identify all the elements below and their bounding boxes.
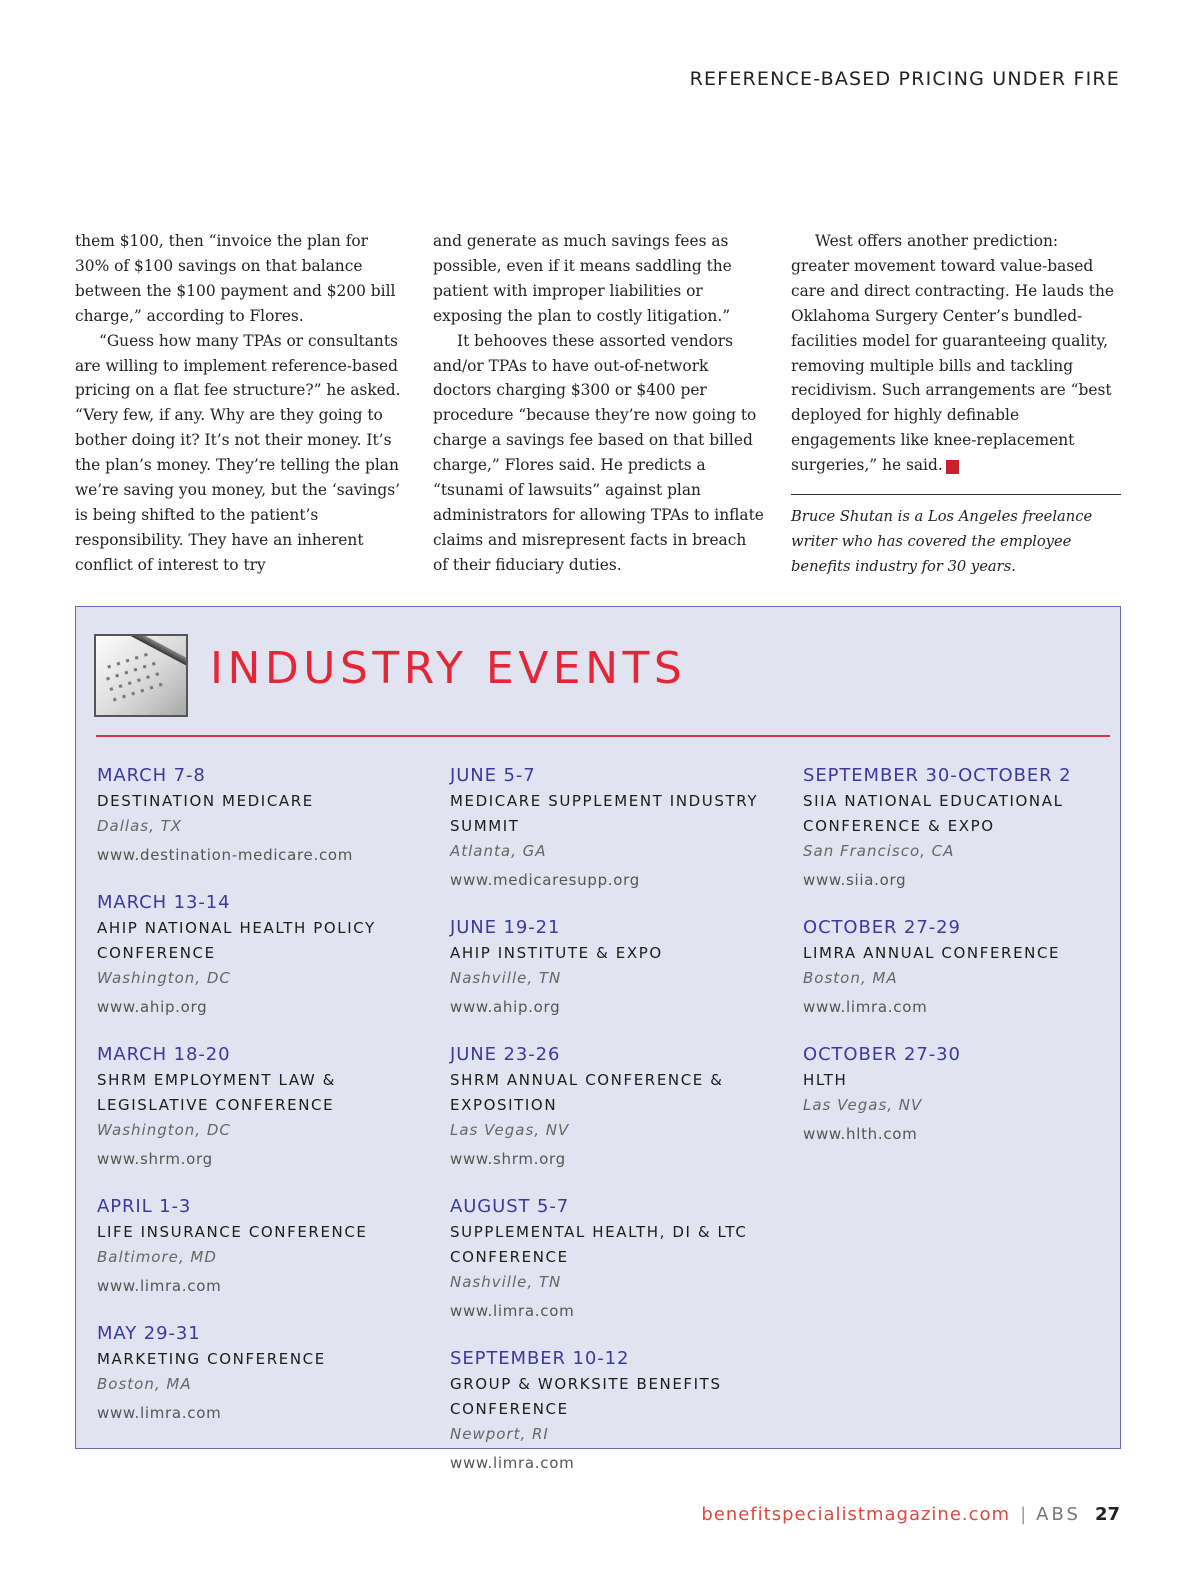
event-name: AHIP NATIONAL HEALTH POLICY CONFERENCE xyxy=(97,919,376,962)
event-date: JUNE 19-21 xyxy=(450,917,561,938)
event-name: AHIP INSTITUTE & EXPO xyxy=(450,944,663,962)
events-column-3 xyxy=(803,763,1113,1169)
event-name: SHRM EMPLOYMENT LAW & LEGISLATIVE CONFERENCE xyxy=(97,1071,336,1114)
event-item xyxy=(97,1042,427,1172)
event-link[interactable]: www.destination-medicare.com xyxy=(97,846,354,864)
event-location: Washington, DC xyxy=(97,969,231,987)
event-location: Newport, RI xyxy=(450,1425,549,1443)
event-link[interactable]: www.shrm.org xyxy=(97,1150,213,1168)
event-name: SIIA NATIONAL EDUCATIONAL CONFERENCE & EXPO xyxy=(803,792,1064,835)
event-location: Nashville, TN xyxy=(450,969,562,987)
footer-publication: ABS xyxy=(1036,1504,1081,1525)
article-paragraph: It behooves these assorted vendors and/or TPAs to have out-of-network doctors charging $300 or $400 per procedure “because they’re now going to charge a savings fee based on that billed charge,” Flores said. He predicts a “tsunami of lawsuits” against plan administrators for allowing TPAs to inflate claims and misrepresent facts in breach of their fiduciary duties. xyxy=(433,331,764,574)
events-divider xyxy=(96,735,1110,737)
section-title: REFERENCE-BASED PRICING UNDER FIRE xyxy=(689,68,1120,90)
event-name: HLTH xyxy=(803,1071,848,1089)
event-date: MARCH 18-20 xyxy=(97,1044,231,1065)
event-date: JUNE 5-7 xyxy=(450,765,536,786)
event-name: MEDICARE SUPPLEMENT INDUSTRY SUMMIT xyxy=(450,792,759,835)
event-date: APRIL 1-3 xyxy=(97,1196,192,1217)
event-date: SEPTEMBER 30-OCTOBER 2 xyxy=(803,765,1072,786)
industry-events-panel xyxy=(75,606,1121,1472)
event-date: MARCH 7-8 xyxy=(97,765,206,786)
article-column-3 xyxy=(791,229,1121,580)
event-location: Boston, MA xyxy=(97,1375,192,1393)
event-name: LIFE INSURANCE CONFERENCE xyxy=(97,1223,368,1241)
footer-separator: | xyxy=(1020,1504,1027,1525)
article-paragraph: and generate as much savings fees as possible, even if it means saddling the patient with improper liabilities or exposing the plan to costly litigation.” xyxy=(433,232,732,325)
event-location: Dallas, TX xyxy=(97,817,183,835)
event-date: OCTOBER 27-30 xyxy=(803,1044,961,1065)
event-item xyxy=(97,1321,427,1426)
bio-divider xyxy=(791,494,1121,495)
event-link[interactable]: www.siia.org xyxy=(803,871,907,889)
event-location: Nashville, TN xyxy=(450,1273,562,1291)
event-location: Las Vegas, NV xyxy=(450,1121,570,1139)
event-name: GROUP & WORKSITE BENEFITS CONFERENCE xyxy=(450,1375,722,1418)
event-item xyxy=(803,1042,1113,1147)
event-item xyxy=(803,763,1113,893)
author-bio: Bruce Shutan is a Los Angeles freelance writer who has covered the employee benefits industry for 30 years. xyxy=(791,508,1093,575)
event-item xyxy=(450,1042,780,1172)
event-date: AUGUST 5-7 xyxy=(450,1196,570,1217)
event-link[interactable]: www.ahip.org xyxy=(450,998,561,1016)
event-item xyxy=(97,763,427,868)
event-link[interactable]: www.limra.com xyxy=(97,1277,222,1295)
article-paragraph: “Guess how many TPAs or consultants are willing to implement reference-based pricing on a flat fee structure?” he asked. “Very few, if any. Why are they going to bother doing it? It’s not their money. It’s the plan’s money. They’re telling the plan we’re saving you money, but the ‘savings’ is being shifted to the patient’s responsibility. They have an inherent conflict of interest to try xyxy=(75,331,401,574)
event-link[interactable]: www.limra.com xyxy=(803,998,928,1016)
article-column-2 xyxy=(433,229,765,578)
article-paragraph xyxy=(791,229,1121,478)
footer-site-link[interactable]: benefitspecialistmagazine.com xyxy=(701,1504,1011,1525)
event-link[interactable]: www.limra.com xyxy=(97,1404,222,1422)
page-number: 27 xyxy=(1094,1504,1120,1525)
event-date: MAY 29-31 xyxy=(97,1323,201,1344)
event-item xyxy=(450,1346,780,1476)
event-item xyxy=(450,915,780,1020)
event-date: SEPTEMBER 10-12 xyxy=(450,1348,630,1369)
event-location: Boston, MA xyxy=(803,969,898,987)
calendar-grid-icon: ▪ ▪ ▪ ▪ ▪ ▪ ▪ ▪ ▪ ▪ ▪ ▪ ▪ ▪ ▪ ▪ ▪ ▪ ▪ ▪ ▪ ▪ ▪ xyxy=(100,649,165,705)
event-item xyxy=(97,890,427,1020)
event-date: JUNE 23-26 xyxy=(450,1044,561,1065)
event-link[interactable]: www.hlth.com xyxy=(803,1125,918,1143)
event-name: SHRM ANNUAL CONFERENCE & EXPOSITION xyxy=(450,1071,724,1114)
event-item xyxy=(450,763,780,893)
event-location: San Francisco, CA xyxy=(803,842,955,860)
event-link[interactable]: www.limra.com xyxy=(450,1302,575,1320)
event-name: SUPPLEMENTAL HEALTH, DI & LTC CONFERENCE xyxy=(450,1223,748,1266)
article-paragraph: them $100, then “invoice the plan for 30% of $100 savings on that balance between the $100 payment and $200 bill charge,” according to Flores. xyxy=(75,232,396,325)
event-link[interactable]: www.medicaresupp.org xyxy=(450,871,640,889)
event-name: LIMRA ANNUAL CONFERENCE xyxy=(803,944,1061,962)
article-column-1 xyxy=(75,229,401,578)
events-column-1 xyxy=(97,763,427,1448)
event-location: Baltimore, MD xyxy=(97,1248,217,1266)
event-location: Las Vegas, NV xyxy=(803,1096,923,1114)
event-date: OCTOBER 27-29 xyxy=(803,917,961,938)
calendar-pen-icon xyxy=(94,634,188,717)
event-item xyxy=(803,915,1113,1020)
end-of-article-icon: ■ xyxy=(946,460,959,474)
page-footer xyxy=(701,1504,1120,1525)
event-link[interactable]: www.shrm.org xyxy=(450,1150,566,1168)
event-item xyxy=(97,1194,427,1299)
event-name: DESTINATION MEDICARE xyxy=(97,792,314,810)
article-text: West offers another prediction: greater movement toward value-based care and direct contracting. He lauds the Oklahoma Surgery Center’s bundled-facilities model for guaranteeing quality, removing multiple bills and tackling recidivism. Such arrangements are “best deployed for highly definable engagements like knee-replacement surgeries,” he said. xyxy=(791,232,1114,475)
event-link[interactable]: www.ahip.org xyxy=(97,998,208,1016)
events-column-2 xyxy=(450,763,780,1498)
event-location: Washington, DC xyxy=(97,1121,231,1139)
event-location: Atlanta, GA xyxy=(450,842,547,860)
event-item xyxy=(450,1194,780,1324)
event-name: MARKETING CONFERENCE xyxy=(97,1350,326,1368)
events-title: INDUSTRY EVENTS xyxy=(210,643,687,694)
event-link[interactable]: www.limra.com xyxy=(450,1454,575,1472)
event-date: MARCH 13-14 xyxy=(97,892,231,913)
